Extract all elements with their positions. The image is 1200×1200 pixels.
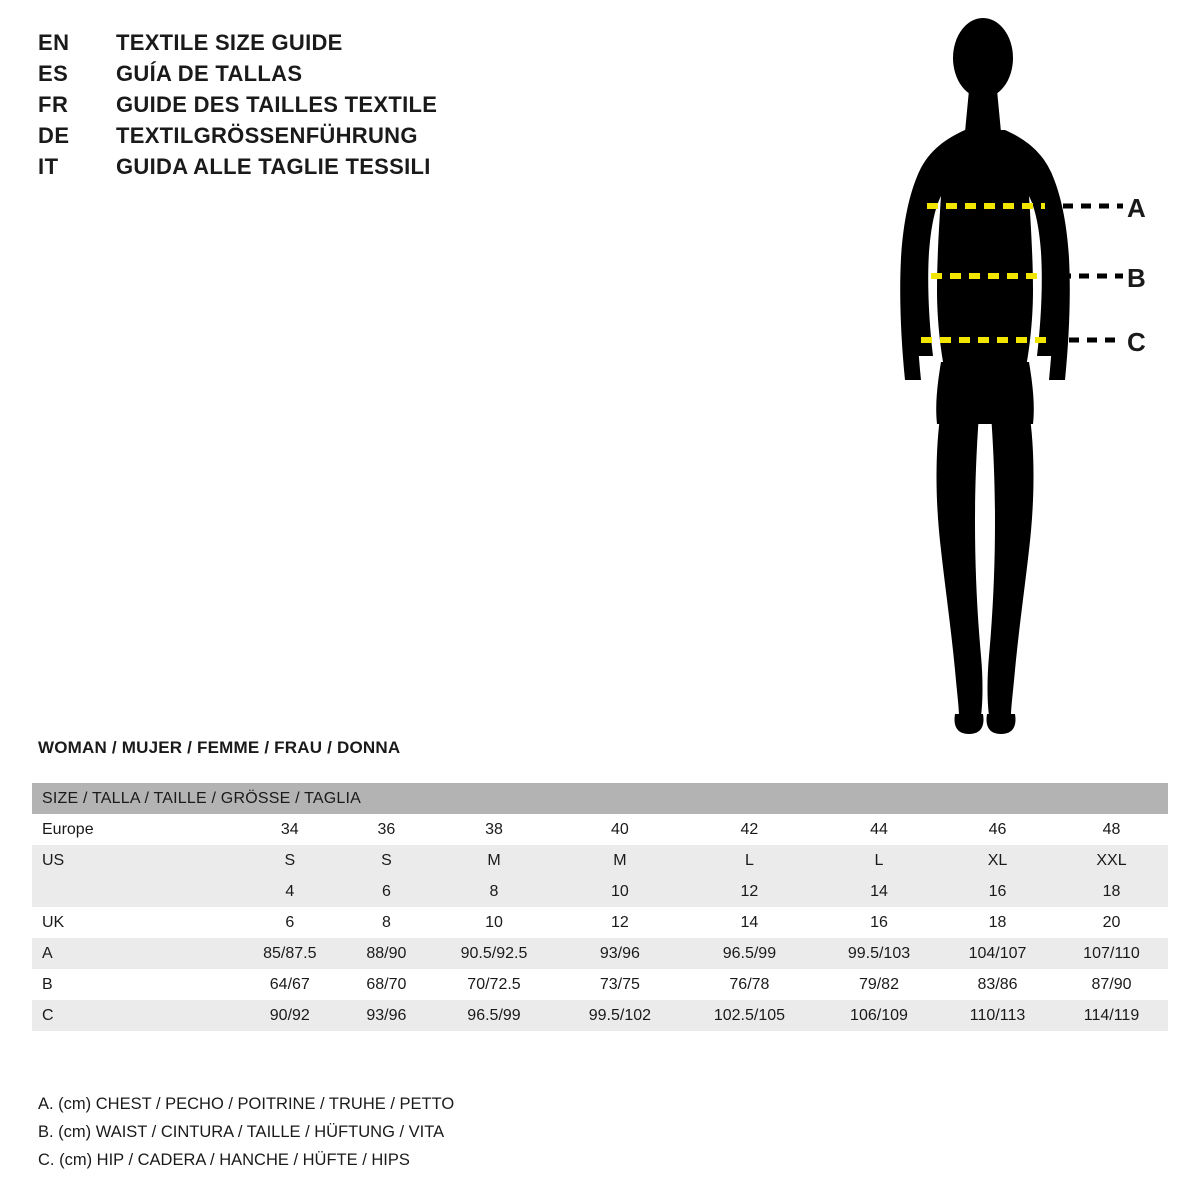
row-label-us: US bbox=[32, 845, 236, 876]
measure-label-b: B bbox=[1127, 263, 1146, 293]
legend-item-waist: B. (cm) WAIST / CINTURA / TAILLE / HÜFTUNG / VITA bbox=[38, 1123, 445, 1141]
cell: 12 bbox=[681, 876, 818, 907]
table-row bbox=[32, 814, 1168, 845]
cell: 87/90 bbox=[1055, 969, 1168, 1000]
row-label-c: C bbox=[32, 1000, 236, 1031]
row-label-a: A bbox=[32, 938, 236, 969]
cell: 20 bbox=[1055, 907, 1168, 938]
size-table bbox=[32, 783, 1168, 1031]
cell: 64/67 bbox=[236, 969, 344, 1000]
cell: 96.5/99 bbox=[429, 1000, 559, 1031]
cell: 40 bbox=[559, 814, 681, 845]
cell: 46 bbox=[940, 814, 1055, 845]
cell: 70/72.5 bbox=[429, 969, 559, 1000]
table-caption: WOMAN / MUJER / FEMME / FRAU / DONNA bbox=[38, 738, 401, 757]
cell: 16 bbox=[940, 876, 1055, 907]
cell: 93/96 bbox=[344, 1000, 430, 1031]
title-row bbox=[38, 30, 658, 61]
cell: 90/92 bbox=[236, 1000, 344, 1031]
row-label-us-numeric bbox=[32, 876, 236, 907]
row-label-b: B bbox=[32, 969, 236, 1000]
measure-label-a: A bbox=[1127, 193, 1146, 223]
table-row bbox=[32, 938, 1168, 969]
table-row bbox=[32, 876, 1168, 907]
cell: M bbox=[429, 845, 559, 876]
language-code-de: DE bbox=[38, 123, 70, 148]
cell: 106/109 bbox=[818, 1000, 940, 1031]
cell: 4 bbox=[236, 876, 344, 907]
cell: 44 bbox=[818, 814, 940, 845]
cell: 8 bbox=[429, 876, 559, 907]
language-code-es: ES bbox=[38, 61, 69, 86]
title-text-en: TEXTILE SIZE GUIDE bbox=[116, 30, 343, 55]
female-silhouette-icon bbox=[900, 18, 1070, 734]
cell: 18 bbox=[1055, 876, 1168, 907]
table-row bbox=[32, 1000, 1168, 1031]
cell: 83/86 bbox=[940, 969, 1055, 1000]
cell: 6 bbox=[344, 876, 430, 907]
cell: 6 bbox=[236, 907, 344, 938]
cell: 104/107 bbox=[940, 938, 1055, 969]
title-text-it: GUIDA ALLE TAGLIE TESSILI bbox=[116, 154, 431, 179]
title-text-fr: GUIDE DES TAILLES TEXTILE bbox=[116, 92, 438, 117]
title-block bbox=[38, 30, 658, 185]
cell: 14 bbox=[681, 907, 818, 938]
cell: S bbox=[344, 845, 430, 876]
cell: 79/82 bbox=[818, 969, 940, 1000]
cell: 88/90 bbox=[344, 938, 430, 969]
measure-label-c: C bbox=[1127, 327, 1146, 357]
language-code-fr: FR bbox=[38, 92, 69, 117]
cell: 48 bbox=[1055, 814, 1168, 845]
cell: 73/75 bbox=[559, 969, 681, 1000]
table-header-row bbox=[32, 783, 1168, 814]
cell: 10 bbox=[429, 907, 559, 938]
cell: 85/87.5 bbox=[236, 938, 344, 969]
cell: 99.5/102 bbox=[559, 1000, 681, 1031]
table-header-label: SIZE / TALLA / TAILLE / GRÖSSE / TAGLIA bbox=[32, 783, 1168, 814]
legend-item-hip: C. (cm) HIP / CADERA / HANCHE / HÜFTE / HIPS bbox=[38, 1151, 410, 1169]
cell: S bbox=[236, 845, 344, 876]
cell: 14 bbox=[818, 876, 940, 907]
table-row bbox=[32, 845, 1168, 876]
cell: L bbox=[681, 845, 818, 876]
cell: 36 bbox=[344, 814, 430, 845]
title-row bbox=[38, 92, 658, 123]
title-row bbox=[38, 123, 658, 154]
cell: 114/119 bbox=[1055, 1000, 1168, 1031]
cell: 10 bbox=[559, 876, 681, 907]
cell: XXL bbox=[1055, 845, 1168, 876]
cell: XL bbox=[940, 845, 1055, 876]
cell: 90.5/92.5 bbox=[429, 938, 559, 969]
language-code-en: EN bbox=[38, 30, 70, 55]
row-label-europe: Europe bbox=[32, 814, 236, 845]
cell: 68/70 bbox=[344, 969, 430, 1000]
cell: 110/113 bbox=[940, 1000, 1055, 1031]
row-label-uk: UK bbox=[32, 907, 236, 938]
cell: 38 bbox=[429, 814, 559, 845]
cell: 93/96 bbox=[559, 938, 681, 969]
table-row bbox=[32, 969, 1168, 1000]
cell: 96.5/99 bbox=[681, 938, 818, 969]
title-row bbox=[38, 61, 658, 92]
cell: 16 bbox=[818, 907, 940, 938]
title-row bbox=[38, 154, 658, 185]
cell: M bbox=[559, 845, 681, 876]
cell: 12 bbox=[559, 907, 681, 938]
cell: 34 bbox=[236, 814, 344, 845]
cell: 76/78 bbox=[681, 969, 818, 1000]
title-text-es: GUÍA DE TALLAS bbox=[116, 61, 303, 86]
cell: L bbox=[818, 845, 940, 876]
legend bbox=[38, 1090, 454, 1174]
cell: 42 bbox=[681, 814, 818, 845]
title-text-de: TEXTILGRÖSSENFÜHRUNG bbox=[116, 123, 418, 148]
cell: 102.5/105 bbox=[681, 1000, 818, 1031]
language-code-it: IT bbox=[38, 154, 59, 179]
cell: 99.5/103 bbox=[818, 938, 940, 969]
legend-item-chest: A. (cm) CHEST / PECHO / POITRINE / TRUHE / PETTO bbox=[38, 1095, 455, 1113]
cell: 8 bbox=[344, 907, 430, 938]
cell: 107/110 bbox=[1055, 938, 1168, 969]
body-figure bbox=[855, 10, 1185, 750]
cell: 18 bbox=[940, 907, 1055, 938]
table-row bbox=[32, 907, 1168, 938]
